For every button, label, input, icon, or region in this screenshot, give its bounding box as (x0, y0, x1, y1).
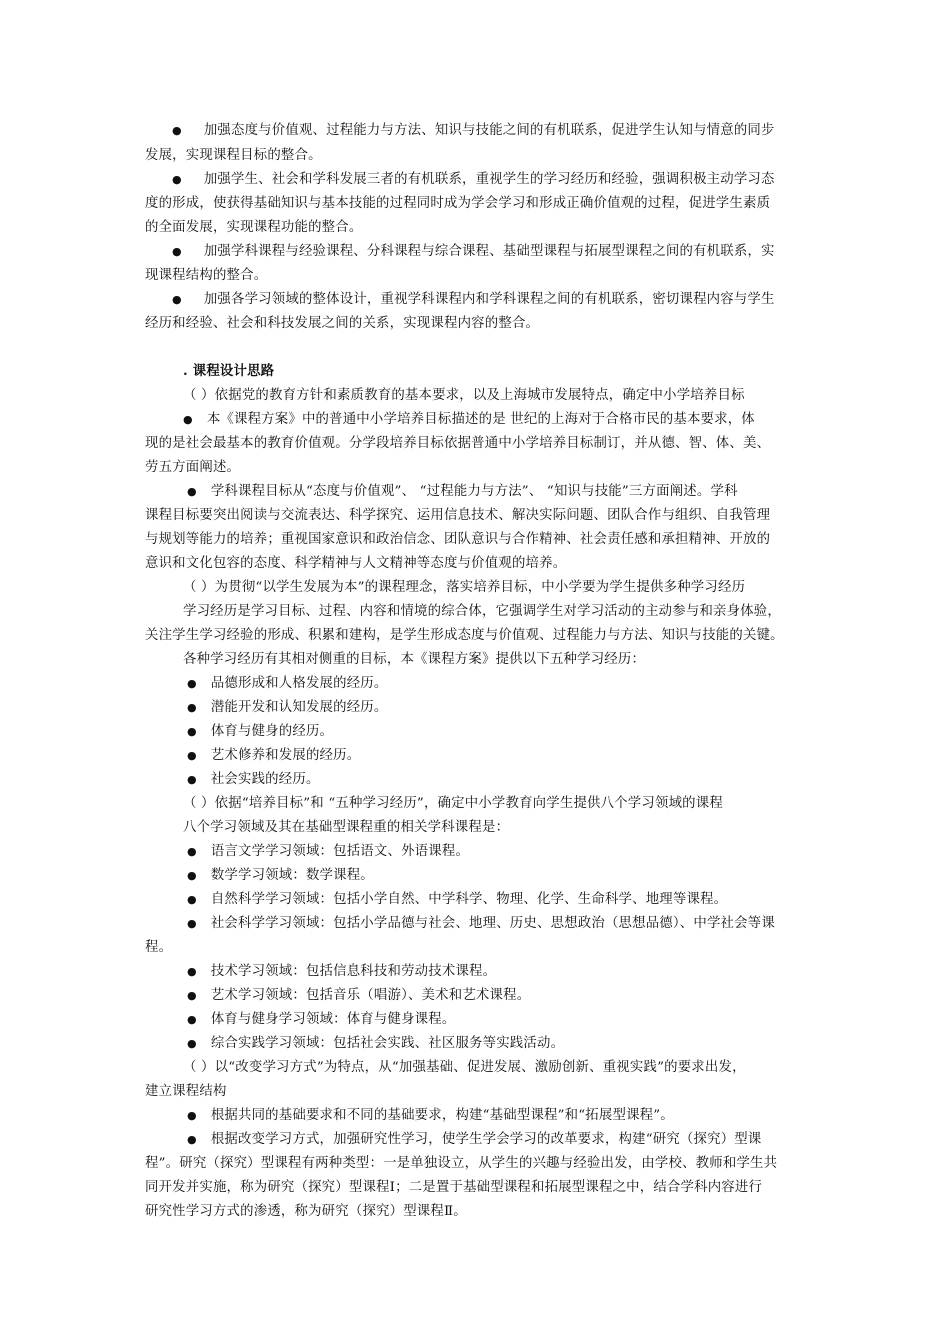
bullet-icon: ● (187, 869, 197, 882)
paragraph-line: 程。 (145, 940, 173, 955)
paragraph-line: 发展，实现课程目标的整合。 (145, 148, 322, 163)
paragraph-line: 关注学生学习经验的形成、积累和建构，是学生形成态度与价值观、过程能力与方法、知识与技能的关键。 (145, 628, 784, 643)
paragraph-line: 学习经历是学习目标、过程、内容和情境的综合体，它强调学生对学习活动的主动参与和亲身体验， (183, 604, 781, 619)
list-item-text: 语言文学学习领域：包括语文、外语课程。 (210, 844, 470, 859)
section-heading: . 课程设计思路 (183, 363, 275, 379)
paragraph-line: 加强学生、社会和学科发展三者的有机联系，重视学生的学习经历和经验，强调积极主动学习态 (203, 172, 775, 187)
bullet-item (172, 291, 775, 309)
bullet-item (187, 699, 388, 717)
list-item-text: 品德形成和人格发展的经历。 (210, 676, 388, 691)
paragraph-line: 加强各学习领域的整体设计，重视学科课程内和学科课程之间的有机联系，密切课程内容与学生 (203, 292, 775, 307)
subsection-heading: （ ）依据“培养目标”和 “五种学习经历”，确定中小学教育向学生提供八个学习领域的课程 (183, 796, 723, 811)
list-item-text: 社会科学学习领域：包括小学品德与社会、地理、历史、思想政治（思想品德）、中学社会等课 (210, 916, 775, 931)
bullet-item (187, 987, 530, 1005)
paragraph-line: 根据共同的基础要求和不同的基础要求，构建“基础型课程”和“拓展型课程”。 (210, 1108, 674, 1123)
paragraph-line: 现的是社会最基本的教育价值观。分学段培养目标依据普通中小学培养目标制订，并从德、智、体、美、 (145, 436, 771, 451)
paragraph-line: 本《课程方案》中的普通中小学培养目标描述的是 世纪的上海对于合格市民的基本要求，体 (206, 412, 755, 427)
bullet-icon: ● (187, 1109, 197, 1122)
bullet-item (187, 1035, 564, 1053)
bullet-icon: ● (172, 293, 182, 306)
bullet-item (187, 771, 320, 789)
bullet-item (187, 723, 333, 741)
bullet-item (187, 843, 469, 861)
bullet-icon: ● (187, 893, 197, 906)
bullet-icon: ● (187, 1133, 197, 1146)
bullet-item (187, 747, 360, 765)
list-item-text: 体育与健身学习领域：体育与健身课程。 (210, 1012, 456, 1027)
paragraph-line: 学科课程目标从“态度与价值观”、 “过程能力与方法”、 “知识与技能”三方面阐述。学科 (210, 484, 738, 499)
paragraph-line: 加强学科课程与经验课程、分科课程与综合课程、基础型课程与拓展型课程之间的有机联系，实 (203, 244, 775, 259)
paragraph-line: 度的形成，使获得基础知识与基本技能的过程同时成为学会学习和形成正确价值观的过程，促进学生素质 (145, 196, 771, 211)
paragraph-line: 根据改变学习方式，加强研究性学习，使学生学会学习的改革要求，构建“研究（探究）型课 (210, 1132, 762, 1147)
subsection-heading: （ ）以“改变学习方式”为特点，从“加强基础、促进发展、激励创新、重视实践”的要求出发， (183, 1060, 746, 1075)
paragraph-line: 研究性学习方式的渗透，称为研究（探究）型课程Ⅱ。 (145, 1204, 467, 1219)
bullet-icon: ● (187, 725, 197, 738)
bullet-icon: ● (183, 413, 193, 426)
bullet-item (187, 963, 496, 981)
bullet-icon: ● (172, 173, 182, 186)
subsection-heading: （ ）依据党的教育方针和素质教育的基本要求，以及上海城市发展特点，确定中小学培养目标 (183, 388, 745, 403)
paragraph-line: 与规划等能力的培养；重视国家意识和政治信念、团队意识与合作精神、社会责任感和承担精神、开放的 (145, 532, 771, 547)
paragraph-line: 经历和经验、社会和科技发展之间的关系，实现课程内容的整合。 (145, 316, 540, 331)
paragraph-line: 八个学习领域及其在基础型课程重的相关学科课程是： (183, 820, 510, 835)
bullet-item (187, 867, 374, 885)
bullet-item (172, 122, 775, 140)
paragraph-line: 课程目标要突出阅读与交流表达、科学探究、运用信息技术、解决实际问题、团队合作与组织、自我管理 (145, 508, 771, 523)
list-item-text: 艺术修养和发展的经历。 (210, 748, 361, 763)
paragraph-line: 的全面发展，实现课程功能的整合。 (145, 220, 363, 235)
bullet-item (187, 1011, 455, 1029)
list-item-text: 数学学习领域：数学课程。 (210, 868, 374, 883)
bullet-icon: ● (187, 749, 197, 762)
bullet-icon: ● (187, 989, 197, 1002)
bullet-icon: ● (187, 1013, 197, 1026)
paragraph-line: 各种学习经历有其相对侧重的目标，本《课程方案》提供以下五种学习经历： (183, 652, 646, 667)
list-item-text: 体育与健身的经历。 (210, 724, 334, 739)
list-item-text: 自然科学学习领域：包括小学自然、中学科学、物理、化学、生命科学、地理等课程。 (210, 892, 728, 907)
subsection-heading: （ ）为贯彻“以学生发展为本”的课程理念，落实培养目标，中小学要为学生提供多种学习经历 (183, 580, 746, 595)
list-item-text: 技术学习领域：包括信息科技和劳动技术课程。 (210, 964, 497, 979)
bullet-item (172, 171, 775, 189)
bullet-icon: ● (187, 845, 197, 858)
bullet-icon: ● (187, 485, 197, 498)
list-item-text: 社会实践的经历。 (210, 772, 320, 787)
paragraph-line: 加强态度与价值观、过程能力与方法、知识与技能之间的有机联系，促进学生认知与情意的同步 (203, 123, 775, 138)
bullet-icon: ● (187, 965, 197, 978)
paragraph-line: 同开发并实施，称为研究（探究）型课程Ⅰ；二是置于基础型课程和拓展型课程之中，结合学科内容进行 (145, 1180, 763, 1195)
list-item-text: 艺术学习领域：包括音乐（唱游）、美术和艺术课程。 (210, 988, 531, 1003)
bullet-icon: ● (187, 1037, 197, 1050)
bullet-item (187, 675, 388, 693)
bullet-item (187, 1107, 674, 1125)
bullet-item (187, 891, 727, 909)
bullet-icon: ● (187, 773, 197, 786)
paragraph-line: 现课程结构的整合。 (145, 268, 268, 283)
bullet-icon: ● (187, 917, 197, 930)
bullet-icon: ● (172, 245, 182, 258)
paragraph-line: 建立课程结构 (145, 1084, 227, 1099)
bullet-icon: ● (187, 677, 197, 690)
bullet-item (183, 411, 755, 429)
bullet-item (187, 1131, 761, 1149)
bullet-item (172, 243, 775, 261)
bullet-item (187, 915, 775, 933)
bullet-icon: ● (172, 124, 182, 137)
bullet-item (187, 483, 738, 501)
list-item-text: 潜能开发和认知发展的经历。 (210, 700, 388, 715)
list-item-text: 综合实践学习领域：包括社会实践、社区服务等实践活动。 (210, 1036, 565, 1051)
paragraph-line: 程”。研究（探究）型课程有两种类型：一是单独设立，从学生的兴趣与经验出发，由学校、教师和学生共 (145, 1156, 778, 1171)
paragraph-line: 劳五方面阐述。 (145, 460, 241, 475)
bullet-icon: ● (187, 701, 197, 714)
paragraph-line: 意识和文化包容的态度、科学精神与人文精神等态度与价值观的培养。 (145, 556, 567, 571)
